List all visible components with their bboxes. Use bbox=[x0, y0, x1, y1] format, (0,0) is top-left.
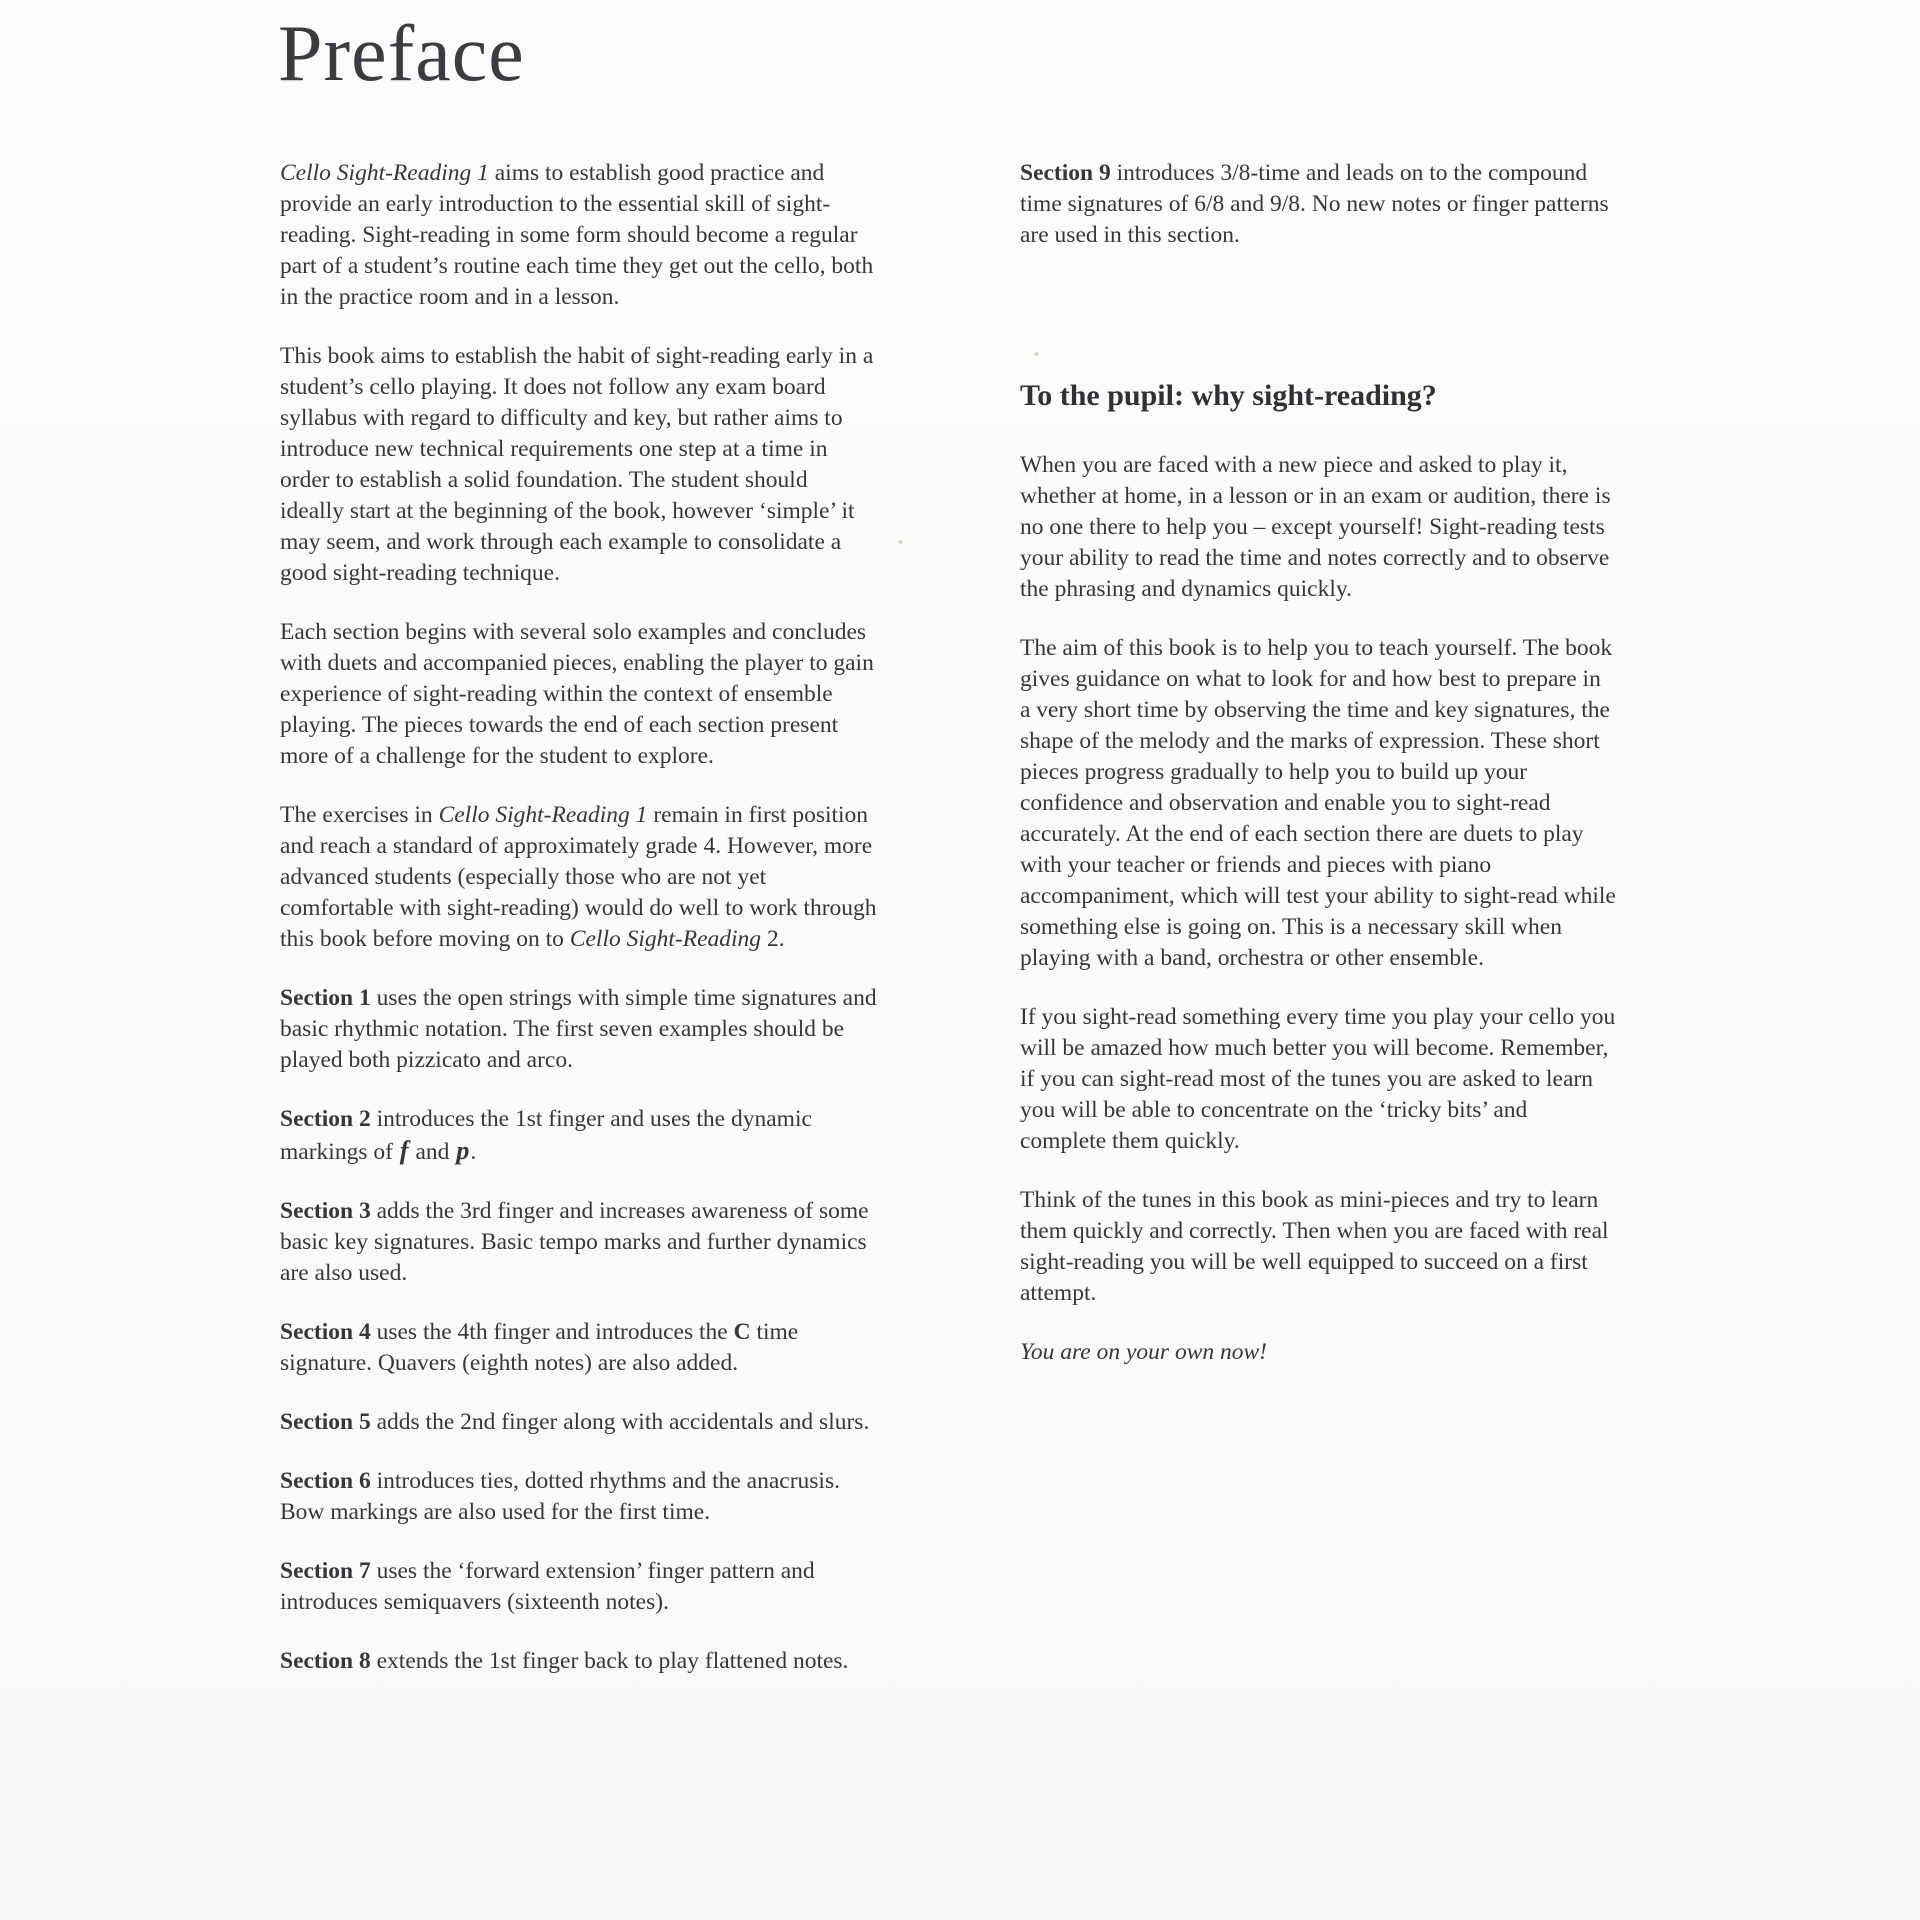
paragraph bbox=[280, 1196, 877, 1289]
paragraph bbox=[280, 1104, 877, 1168]
text-run: Section 9 bbox=[1020, 160, 1111, 186]
text-run: uses the open strings with simple time signatures and basic rhythmic notation. The first seven examples should be played both pizzicato and arco. bbox=[280, 985, 877, 1073]
text-run: You are on your own now! bbox=[1020, 1339, 1267, 1365]
page-title: Preface bbox=[278, 10, 525, 98]
text-run: When you are faced with a new piece and asked to play it, whether at home, in a lesson or in an exam or audition, there is no one there to help you – except yourself! Sight-reading tests your ability to read the time and notes correctly and to observe the phrasing and dynamics quickly. bbox=[1020, 452, 1611, 602]
text-run: C bbox=[733, 1319, 751, 1345]
text-run: Section 5 bbox=[280, 1409, 371, 1435]
paragraph bbox=[1020, 1185, 1617, 1309]
text-run: introduces ties, dotted rhythms and the anacrusis. Bow markings are also used for the first time. bbox=[280, 1468, 840, 1525]
paragraph bbox=[280, 1466, 877, 1528]
paragraph bbox=[280, 1407, 877, 1438]
text-run: remain in first position and reach a standard of approximately grade 4. However, more advanced students (especially those who are not yet comfortable with sight-reading) would do well to work through this book before moving on to bbox=[280, 802, 877, 952]
paragraph bbox=[280, 158, 877, 313]
text-run: Section 2 bbox=[280, 1106, 371, 1132]
left-column bbox=[280, 158, 877, 1705]
text-run: The exercises in bbox=[280, 802, 439, 828]
text-run: and bbox=[409, 1139, 456, 1165]
paragraph bbox=[1020, 633, 1617, 974]
text-run: 2. bbox=[761, 926, 785, 952]
text-run: This book aims to establish the habit of sight-reading early in a student’s cello playing. It does not follow any exam board syllabus with regard to difficulty and key, but rather aims to introduce new technical requirements one step at a time in order to establish a solid foundation. The student should ideally start at the beginning of the book, however ‘simple’ it may seem, and work through each example to consolidate a good sight-reading technique. bbox=[280, 343, 874, 586]
text-run: Cello Sight-Reading 1 bbox=[438, 802, 648, 828]
text-run: Section 3 bbox=[280, 1198, 371, 1224]
paragraph bbox=[280, 983, 877, 1076]
scan-speck bbox=[898, 540, 903, 544]
section-heading bbox=[1020, 378, 1617, 414]
text-run: introduces the 1st finger and uses the dynamic markings of bbox=[280, 1106, 812, 1165]
paragraph bbox=[280, 1646, 877, 1677]
paragraph bbox=[1020, 158, 1617, 251]
paragraph bbox=[1020, 450, 1617, 605]
text-run: . bbox=[470, 1139, 477, 1165]
page-columns bbox=[280, 158, 1617, 1705]
text-run: Think of the tunes in this book as mini-pieces and try to learn them quickly and correctly. Then when you are faced with real sight-reading you will be well equipped to succeed on a first attempt. bbox=[1020, 1187, 1609, 1306]
text-run: uses the ‘forward extension’ finger pattern and introduces semiquavers (sixteenth notes). bbox=[280, 1558, 815, 1615]
paragraph bbox=[280, 1556, 877, 1618]
text-run: f bbox=[399, 1136, 409, 1165]
text-run: aims to establish good practice and provide an early introduction to the essential skill of sight-reading. Sight-reading in some form should become a regular part of a student’s routine each time they get out the cello, both in the practice room and in a lesson. bbox=[280, 160, 874, 310]
paragraph bbox=[1020, 1337, 1617, 1368]
text-run: Each section begins with several solo examples and concludes with duets and accompanied pieces, enabling the player to gain experience of sight-reading within the context of ensemble playing. The pieces towards the end of each section present more of a challenge for the student to explore. bbox=[280, 619, 874, 769]
paragraph bbox=[280, 617, 877, 772]
text-run: extends the 1st finger back to play flattened notes. bbox=[370, 1648, 849, 1674]
text-run: time signature. Quavers (eighth notes) are also added. bbox=[280, 1319, 799, 1376]
paragraph bbox=[1020, 1002, 1617, 1157]
paragraph bbox=[280, 800, 877, 955]
text-run: Section 6 bbox=[280, 1468, 371, 1494]
paragraph bbox=[280, 341, 877, 589]
text-run: Section 1 bbox=[280, 985, 371, 1011]
text-run: Section 8 bbox=[280, 1648, 371, 1674]
text-run: Section 4 bbox=[280, 1319, 371, 1345]
right-column bbox=[1020, 158, 1617, 1705]
text-run: Cello Sight-Reading bbox=[569, 926, 762, 952]
text-run: adds the 3rd finger and increases awareness of some basic key signatures. Basic tempo marks and further dynamics are also used. bbox=[280, 1198, 869, 1286]
text-run: introduces 3/8-time and leads on to the compound time signatures of 6/8 and 9/8. No new notes or finger patterns are used in this section. bbox=[1020, 160, 1609, 248]
text-run: uses the 4th finger and introduces the bbox=[370, 1319, 734, 1345]
text-run: Cello Sight-Reading 1 bbox=[280, 160, 489, 186]
text-run: If you sight-read something every time you play your cello you will be amazed how much better you will become. Remember, if you can sight-read most of the tunes you are asked to learn you will be able to concentrate on the ‘tricky bits’ and complete them quickly. bbox=[1020, 1004, 1616, 1154]
text-run: adds the 2nd finger along with accidentals and slurs. bbox=[370, 1409, 870, 1435]
paragraph bbox=[280, 1317, 877, 1379]
text-run: To the pupil: why sight-reading? bbox=[1020, 379, 1437, 412]
text-run: p bbox=[456, 1136, 470, 1165]
text-run: The aim of this book is to help you to teach yourself. The book gives guidance on what to look for and how best to prepare in a very short time by observing the time and key signatures, the shape of the melody and the marks of expression. These short pieces progress gradually to help you to build up your confidence and observation and enable you to sight-read accurately. At the end of each section there are duets to play with your teacher or friends and pieces with piano accompaniment, which will test your ability to sight-read while something else is going on. This is a necessary skill when playing with a band, orchestra or other ensemble. bbox=[1020, 635, 1616, 971]
text-run: Section 7 bbox=[280, 1558, 371, 1584]
scan-speck bbox=[1034, 352, 1039, 356]
